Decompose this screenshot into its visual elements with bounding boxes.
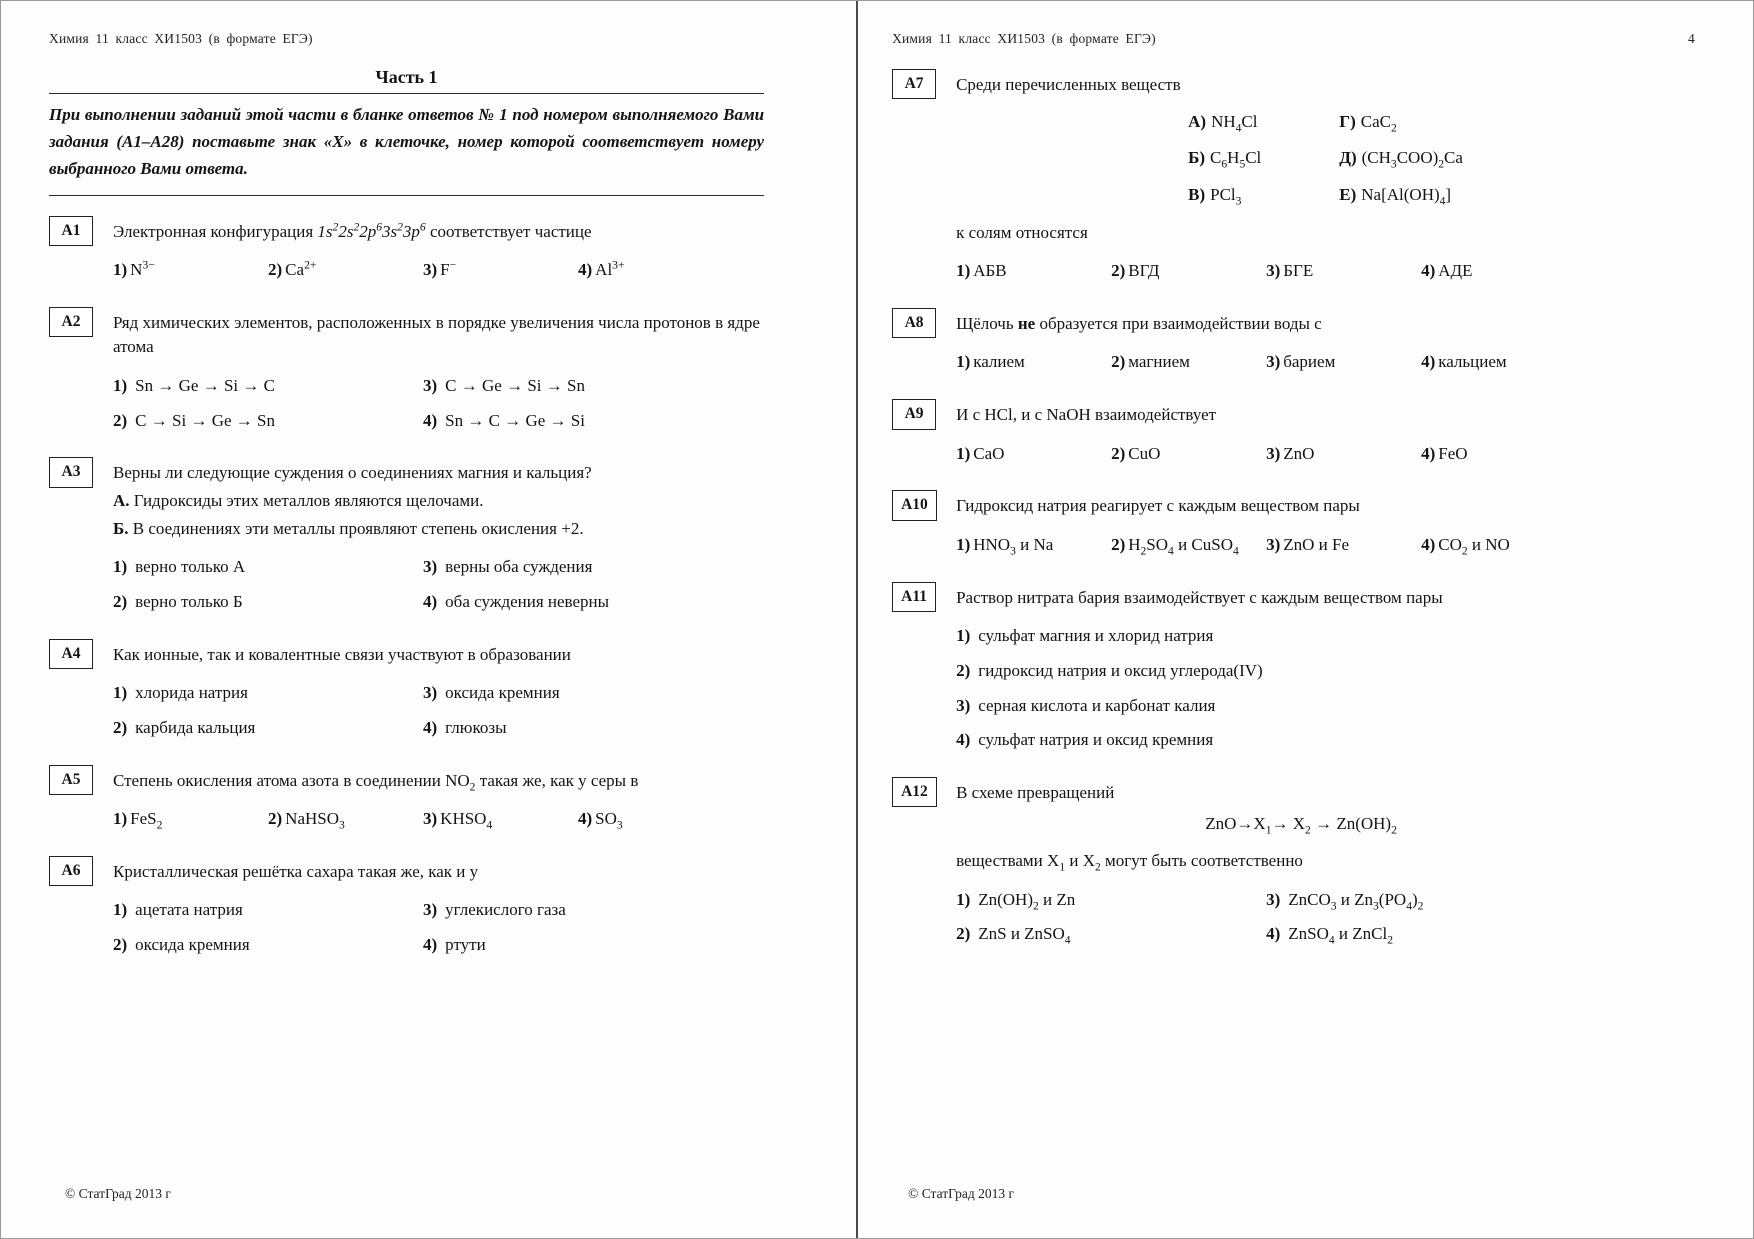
option-number: 3) — [423, 260, 438, 280]
option-text: сульфат натрия и оксид кремния — [978, 730, 1214, 750]
option-number: 1) — [956, 889, 971, 909]
option-text: $Zn(OH)_2$ и Zn — [978, 889, 1076, 913]
substance-letter: Е) — [1339, 184, 1357, 204]
option-text: БГЕ — [1283, 261, 1314, 281]
statement: А. Гидроксиды этих металлов являются щелочами. — [113, 491, 484, 511]
option-number: 1) — [113, 809, 128, 829]
questions-list-left — [49, 220, 764, 1186]
substances-block — [956, 110, 1695, 208]
page-footer-left: © СтатГрад 2013 г — [65, 1186, 171, 1201]
option — [1266, 888, 1423, 913]
question-id-badge: А7 — [892, 69, 936, 99]
option-text: сульфат магния и хлорид натрия — [978, 626, 1214, 646]
option — [113, 807, 268, 832]
option — [423, 590, 609, 615]
option-number: 3) — [1266, 352, 1281, 372]
header-course-label: Химия 11 класс ХИ1503 (в формате ЕГЭ) — [49, 31, 313, 46]
option-number: 2) — [956, 924, 971, 944]
question-continuation: к солям относятся — [956, 222, 1088, 242]
option-text: ZnSO$_4$ и ZnCl$_2$ — [1288, 924, 1393, 947]
question-text: Ряд химических элементов, расположенных в порядке увеличения числа протонов в ядре атома — [113, 312, 760, 357]
option-text: АБВ — [973, 261, 1007, 281]
option — [578, 258, 733, 283]
question-А12 — [892, 781, 1695, 947]
option-number: 3) — [1266, 535, 1281, 555]
option-number: 3) — [1266, 889, 1281, 909]
question-text: Электронная конфигурация $1s^22s^22p^63s^23p^6$ соответствует частице — [113, 219, 592, 241]
option-text: карбида кальция — [135, 717, 256, 737]
substance-item — [1188, 183, 1261, 208]
option-text: CaO — [973, 443, 1005, 463]
option-number: 4) — [578, 260, 593, 280]
page-right — [858, 1, 1753, 1238]
option-number: 4) — [1421, 443, 1436, 463]
option — [1266, 259, 1421, 284]
option-number: 1) — [956, 626, 971, 646]
question-continuation: веществами $X_1$ и $X_2$ могут быть соответственно — [956, 851, 1303, 874]
option — [1421, 533, 1576, 558]
option-number: 2) — [113, 717, 128, 737]
option-text: Sn → Ge → Si → C — [135, 376, 275, 396]
question-А2 — [49, 311, 764, 434]
options-А3 — [113, 555, 764, 614]
option-number: 4) — [1266, 924, 1281, 944]
options-А4 — [113, 681, 764, 740]
substance-formula: $Na[Al(OH)_4]$ — [1361, 184, 1452, 208]
option-text: $N^{3-}$ — [130, 258, 155, 280]
option-text: оксида кремния — [135, 935, 250, 955]
question-id-badge: А11 — [892, 582, 936, 612]
option — [956, 442, 1111, 467]
options-А2 — [113, 374, 764, 433]
option-text: C → Si → Ge → Sn — [135, 410, 275, 430]
option-number: 1) — [956, 352, 971, 372]
options-А5 — [113, 807, 733, 832]
option-number: 1) — [113, 557, 128, 577]
option-number: 1) — [956, 261, 971, 281]
option-number: 3) — [423, 376, 438, 396]
option-number: 1) — [113, 260, 128, 280]
option — [956, 259, 1111, 284]
option-text: верно только Б — [135, 591, 243, 611]
substance-item — [1188, 110, 1261, 135]
question-id-badge: А10 — [892, 490, 937, 520]
option-text: CuO — [1128, 443, 1161, 463]
option — [1111, 442, 1266, 467]
question-А6 — [49, 860, 764, 958]
option — [1421, 442, 1576, 467]
option — [1421, 350, 1576, 375]
question-id-badge: А9 — [892, 399, 936, 429]
question-id-badge: А4 — [49, 639, 93, 669]
option-text: ртути — [445, 935, 486, 955]
page-footer-right: © СтатГрад 2013 г — [908, 1186, 1014, 1201]
option — [1111, 350, 1266, 375]
option — [956, 694, 1263, 719]
option — [113, 933, 423, 958]
question-text: Кристаллическая решётка сахара такая же, как и у — [113, 861, 479, 881]
question-text: Щёлочь не образуется при взаимодействии воды с — [956, 313, 1322, 333]
option-text: $Ca^{2+}$ — [285, 258, 317, 280]
option-text: АДЕ — [1438, 261, 1473, 281]
options-А10 — [956, 533, 1576, 558]
substance-formula: $C_6H_5Cl$ — [1210, 148, 1262, 171]
option-number: 2) — [956, 660, 971, 680]
option-number: 2) — [113, 410, 128, 430]
page-header — [892, 31, 1695, 47]
option — [423, 555, 609, 580]
question-А1 — [49, 220, 764, 283]
options-А8 — [956, 350, 1576, 375]
option-number: 2) — [268, 260, 283, 280]
question-text: Гидроксид натрия реагирует с каждым веществом пары — [956, 496, 1360, 516]
option — [1266, 922, 1423, 947]
option-number: 1) — [113, 683, 128, 703]
option-number: 4) — [423, 591, 438, 611]
option-text: глюкозы — [445, 717, 507, 737]
substance-letter: А) — [1188, 111, 1207, 131]
option-text: верно только А — [135, 557, 246, 577]
statement: Б. В соединениях эти металлы проявляют степень окисления +2. — [113, 518, 584, 538]
option-text: FeO — [1438, 443, 1468, 463]
option-text: C → Ge → Si → Sn — [445, 376, 585, 396]
page-left — [1, 1, 856, 1238]
option — [1266, 533, 1421, 558]
question-А5 — [49, 769, 764, 832]
option — [423, 258, 578, 283]
option — [423, 807, 578, 832]
option-number: 3) — [1266, 443, 1281, 463]
substance-letter: Г) — [1339, 111, 1356, 131]
option-text: NaHSO$_3$ — [285, 809, 345, 832]
option-text: оксида кремния — [445, 683, 560, 703]
option — [113, 716, 423, 741]
option — [1266, 442, 1421, 467]
option-number: 3) — [423, 557, 438, 577]
option — [1111, 259, 1266, 284]
substances-grid — [1188, 110, 1463, 208]
option — [1111, 533, 1266, 558]
option-text: $HNO_3$ и Na — [973, 535, 1054, 558]
option-text: ZnO — [1283, 443, 1315, 463]
option-text: $CO_2$ и NO — [1438, 535, 1510, 558]
option-number: 4) — [423, 935, 438, 955]
option — [113, 555, 423, 580]
question-А4 — [49, 643, 764, 741]
question-id-badge: А6 — [49, 856, 93, 886]
question-А7 — [892, 73, 1695, 284]
question-text: Раствор нитрата бария взаимодействует с каждым веществом пары — [956, 587, 1443, 607]
option — [956, 728, 1263, 753]
option-number: 3) — [423, 809, 438, 829]
question-id-badge: А1 — [49, 216, 93, 246]
question-А9 — [892, 403, 1695, 466]
question-А8 — [892, 312, 1695, 375]
substance-item — [1188, 146, 1261, 171]
option — [268, 258, 423, 283]
option — [1421, 259, 1576, 284]
part-title: Часть 1 — [49, 67, 764, 94]
option-number: 4) — [1421, 352, 1436, 372]
option-text: Sn → C → Ge → Si — [445, 410, 585, 430]
option-number: 1) — [113, 900, 128, 920]
option-text: ZnO и Fe — [1283, 535, 1349, 555]
option-text: $Al^{3+}$ — [595, 258, 625, 280]
options-А9 — [956, 442, 1576, 467]
option — [113, 681, 423, 706]
options-А6 — [113, 898, 764, 957]
option-number: 3) — [956, 695, 971, 715]
question-text: Как ионные, так и ковалентные связи участвуют в образовании — [113, 644, 571, 664]
option-number: 4) — [1421, 535, 1436, 555]
option — [423, 374, 585, 399]
option — [113, 898, 423, 923]
option — [423, 716, 560, 741]
transformation-scheme: $ZnO\to X_1\to X_2 \to Zn(OH)_2$ — [1205, 813, 1397, 836]
substance-letter: Б) — [1188, 148, 1206, 168]
substance-formula: CaC$_2$ — [1360, 111, 1397, 135]
option-text: $SO_3$ — [595, 809, 623, 832]
question-text: Верны ли следующие суждения о соединениях магния и кальция? — [113, 463, 592, 483]
option-number: 1) — [956, 535, 971, 555]
option-text: гидроксид натрия и оксид углерода(IV) — [978, 660, 1263, 680]
option — [268, 807, 423, 832]
option-number: 2) — [1111, 261, 1126, 281]
option-number: 4) — [956, 730, 971, 750]
substance-formula: $(CH_3COO)_2Ca$ — [1361, 148, 1463, 171]
option-text: ZnCO$_3$ и $Zn_3(PO_4)_2$ — [1288, 889, 1424, 913]
option-text: ZnS и ZnSO$_4$ — [978, 924, 1071, 947]
option-text: $H_2SO_4$ и CuSO$_4$ — [1128, 535, 1239, 558]
option — [1266, 350, 1421, 375]
substance-letter: Д) — [1339, 148, 1357, 168]
page-number: 4 — [1688, 31, 1695, 46]
option-number: 2) — [1111, 535, 1126, 555]
option — [956, 533, 1111, 558]
option-text: верны оба суждения — [445, 557, 593, 577]
question-text: Степень окисления атома азота в соединении $NO_2$ такая же, как у серы в — [113, 770, 639, 793]
question-id-badge: А12 — [892, 777, 937, 807]
option-text: FeS$_2$ — [130, 809, 163, 832]
option — [423, 681, 560, 706]
question-А10 — [892, 494, 1695, 557]
option-text: магнием — [1128, 352, 1190, 372]
header-course-label: Химия 11 класс ХИ1503 (в формате ЕГЭ) — [892, 31, 1156, 46]
option — [113, 258, 268, 283]
options-А7 — [956, 259, 1576, 284]
substance-item — [1339, 146, 1463, 171]
page-header — [49, 31, 764, 47]
option-text: $KHSO_4$ — [440, 809, 493, 832]
options-А12 — [956, 888, 1695, 947]
option — [113, 590, 423, 615]
substance-formula: PCl$_3$ — [1210, 184, 1242, 208]
option — [423, 409, 585, 434]
option-text: барием — [1283, 352, 1336, 372]
option-text: углекислого газа — [445, 900, 566, 920]
option-text: серная кислота и карбонат калия — [978, 695, 1216, 715]
question-А3 — [49, 461, 764, 614]
option — [956, 659, 1263, 684]
option — [113, 409, 423, 434]
question-id-badge: А8 — [892, 308, 936, 338]
question-id-badge: А3 — [49, 457, 93, 487]
option-text: кальцием — [1438, 352, 1507, 372]
question-statements — [113, 489, 764, 541]
option — [423, 898, 566, 923]
substance-letter: В) — [1188, 184, 1206, 204]
options-А11 — [956, 624, 1695, 753]
option-number: 2) — [113, 935, 128, 955]
options-А1 — [113, 258, 733, 283]
option-text: калием — [973, 352, 1025, 372]
question-text: И с HCl, и с NaOH взаимодействует — [956, 405, 1217, 425]
option — [578, 807, 733, 832]
option-number: 2) — [268, 809, 283, 829]
option-text: F− — [440, 258, 457, 280]
question-text: Среди перечисленных веществ — [956, 75, 1181, 94]
option-number: 3) — [423, 683, 438, 703]
option — [423, 933, 566, 958]
substance-item — [1339, 110, 1463, 135]
option — [113, 374, 423, 399]
option-number: 1) — [113, 376, 128, 396]
option-text: ВГД — [1128, 261, 1160, 281]
option — [956, 888, 1266, 913]
option-number: 3) — [423, 900, 438, 920]
option-number: 3) — [1266, 261, 1281, 281]
option-number: 2) — [113, 591, 128, 611]
instruction-text: При выполнении заданий этой части в бланке ответов № 1 под номером выполняемого Вами задания (А1–А28) поставьте знак «Х» в клеточке, номер которой соответствует номеру выбранного Вами ответа. — [49, 94, 764, 196]
question-А11 — [892, 586, 1695, 753]
substance-item — [1339, 183, 1463, 208]
option-text: хлорида натрия — [135, 683, 248, 703]
option-number: 2) — [1111, 443, 1126, 463]
option-text: оба суждения неверны — [445, 591, 610, 611]
question-id-badge: А5 — [49, 765, 93, 795]
questions-list-right — [892, 73, 1695, 1186]
option-number: 4) — [578, 809, 593, 829]
substance-formula: $NH_4Cl$ — [1211, 111, 1258, 135]
option-number: 1) — [956, 443, 971, 463]
question-text: В схеме превращений — [956, 782, 1115, 802]
option — [956, 922, 1266, 947]
option-number: 2) — [1111, 352, 1126, 372]
option-number: 4) — [423, 717, 438, 737]
option-number: 4) — [423, 410, 438, 430]
option — [956, 350, 1111, 375]
option — [956, 624, 1263, 649]
question-id-badge: А2 — [49, 307, 93, 337]
option-text: ацетата натрия — [135, 900, 243, 920]
option-number: 4) — [1421, 261, 1436, 281]
